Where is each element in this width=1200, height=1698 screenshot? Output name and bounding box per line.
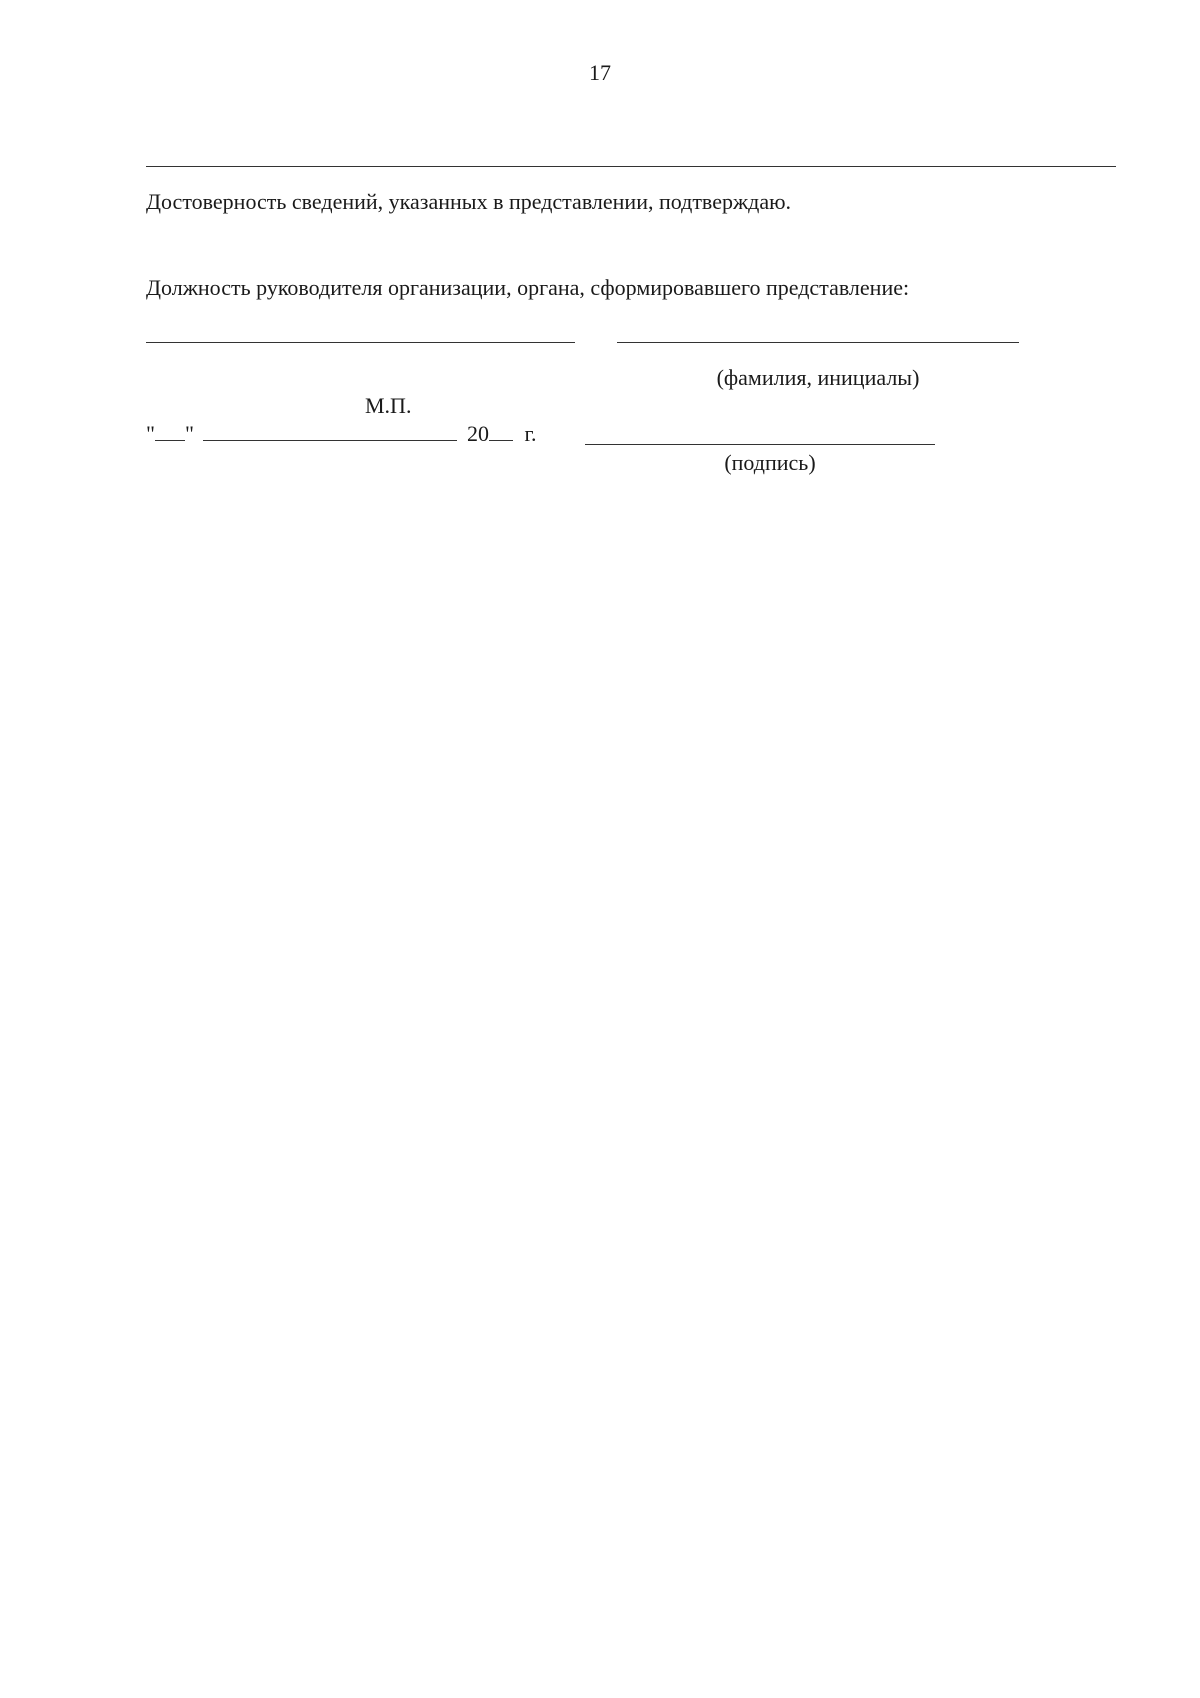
- page-number: 17: [589, 60, 611, 85]
- date-line: [146, 421, 537, 447]
- date-year-prefix: 20: [466, 421, 489, 446]
- position-label: Должность руководителя организации, органа, сформировавшего представление:: [146, 275, 910, 300]
- date-month-blank[interactable]: [203, 422, 457, 441]
- date-close-quote: ": [184, 421, 194, 446]
- stamp-label: М.П.: [365, 393, 412, 418]
- name-blank-line[interactable]: [617, 342, 1019, 343]
- signature-blank-line[interactable]: [585, 444, 935, 445]
- date-day-blank[interactable]: [155, 422, 185, 441]
- position-blank-line[interactable]: [146, 342, 575, 343]
- top-divider: [146, 166, 1116, 167]
- date-open-quote: ": [146, 421, 155, 446]
- date-year-blank[interactable]: [489, 422, 513, 441]
- signature-caption: (подпись): [724, 450, 816, 475]
- confirmation-text: Достоверность сведений, указанных в представлении, подтверждаю.: [146, 189, 792, 214]
- date-year-suffix: г.: [524, 421, 537, 446]
- name-caption: (фамилия, инициалы): [716, 365, 920, 390]
